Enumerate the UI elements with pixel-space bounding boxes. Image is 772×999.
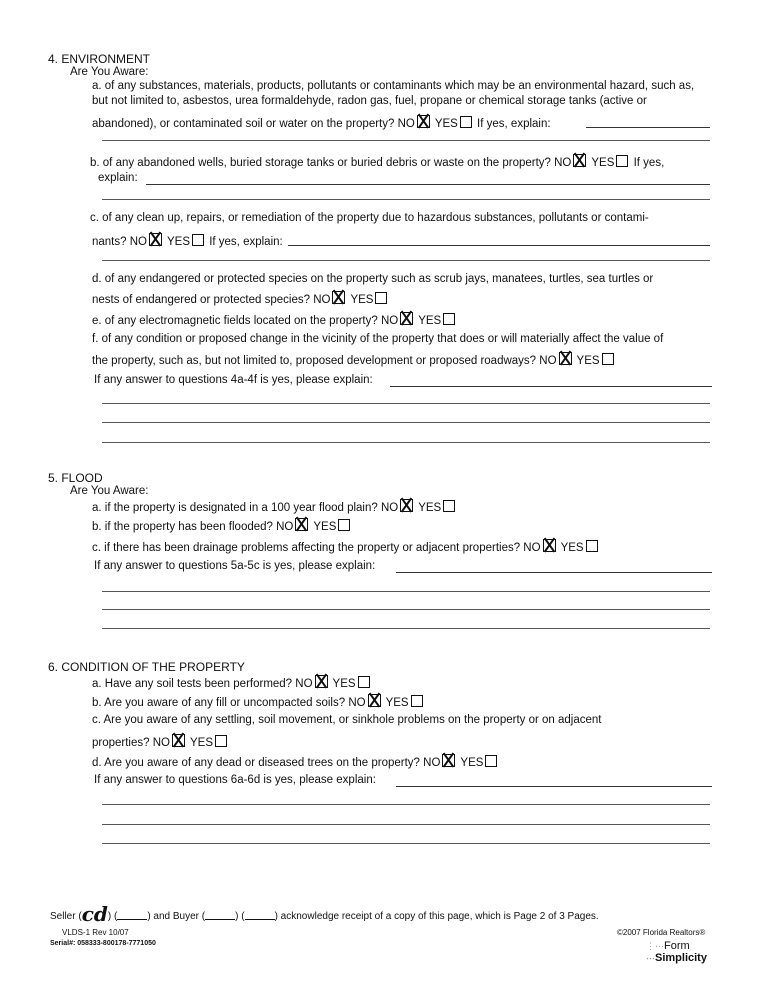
env-q-d-line1: d. of any endangered or protected species on the property such as scrub jays, manatees, turtles, sea turtles or <box>92 273 654 285</box>
cond-c-yes-checkbox[interactable] <box>215 735 227 747</box>
cond-b-yes-checkbox[interactable] <box>411 695 423 707</box>
env-explain-label: If any answer to questions 4a-4f is yes, please explain: <box>94 374 373 386</box>
flood-b-no-checkbox[interactable] <box>295 518 308 531</box>
flood-explain-line-2[interactable] <box>102 609 710 610</box>
flood-q-c: c. if there has been drainage problems affecting the property or adjacent properties? NO YES <box>92 539 600 554</box>
serial-number: Serial#: 058333-800178-7771050 <box>50 940 156 947</box>
logo-arrow-icon: ⋮⋯ <box>646 941 664 951</box>
env-q-b-line2: explain: <box>98 172 138 184</box>
seller-initials-field-2[interactable] <box>117 910 147 920</box>
cond-d-yes-checkbox[interactable] <box>485 755 497 767</box>
env-a-yes-checkbox[interactable] <box>460 116 472 128</box>
cond-explain-line-1[interactable] <box>102 804 710 805</box>
env-q-c-line1: c. of any clean up, repairs, or remediation of the property due to hazardous substances, pollutants or contami- <box>90 212 649 224</box>
buyer-initials-field-2[interactable] <box>245 910 275 920</box>
env-q-f-line2: the property, such as, but not limited to, proposed development or proposed roadways? NO YES <box>92 352 616 367</box>
env-b-yes-checkbox[interactable] <box>616 155 628 167</box>
env-c-explain-field[interactable] <box>288 245 710 246</box>
env-b-explain-line[interactable] <box>102 199 710 200</box>
flood-a-no-checkbox[interactable] <box>400 499 413 512</box>
flood-q-b: b. if the property has been flooded? NO YES <box>92 518 352 533</box>
flood-explain-line-3[interactable] <box>102 628 710 629</box>
flood-q-a: a. if the property is designated in a 100 year flood plain? NO YES <box>92 499 457 514</box>
env-are-you-aware: Are You Aware: <box>70 66 149 78</box>
copyright-notice: ©2007 Florida Realtors® <box>617 928 706 937</box>
cond-explain-label: If any answer to questions 6a-6d is yes, please explain: <box>94 774 376 786</box>
section-flood-title: 5. FLOOD <box>48 471 103 485</box>
flood-c-yes-checkbox[interactable] <box>586 540 598 552</box>
acknowledgement-line: Seller (cd) ( ) and Buyer ( ) ( ) acknowledge receipt of a copy of this page, which is Page 2 of 3 Pages. <box>50 902 599 926</box>
env-b-no-checkbox[interactable] <box>573 154 586 167</box>
cond-q-c-line2: properties? NO YES <box>92 734 229 749</box>
env-q-a-line1: a. of any substances, materials, products, pollutants or contaminants which may be an environmental hazard, such as, <box>92 80 695 92</box>
env-b-explain-field[interactable] <box>146 184 710 185</box>
cond-explain-line-3[interactable] <box>102 843 710 844</box>
env-q-d-line2: nests of endangered or protected species? NO YES <box>92 291 389 306</box>
cond-q-b: b. Are you aware of any fill or uncompacted soils? NO YES <box>92 694 425 709</box>
env-explain-field[interactable] <box>390 386 712 387</box>
cond-explain-line-2[interactable] <box>102 824 710 825</box>
cond-explain-field[interactable] <box>396 786 712 787</box>
cond-c-no-checkbox[interactable] <box>172 734 185 747</box>
section-condition-title: 6. CONDITION OF THE PROPERTY <box>48 660 245 674</box>
logo-dash-icon: ⋯ <box>646 953 655 963</box>
flood-explain-label: If any answer to questions 5a-5c is yes, please explain: <box>94 560 376 572</box>
env-e-yes-checkbox[interactable] <box>443 313 455 325</box>
env-explain-line-3[interactable] <box>102 442 710 443</box>
cond-a-yes-checkbox[interactable] <box>358 676 370 688</box>
env-a-explain-line[interactable] <box>102 140 710 141</box>
cond-q-a: a. Have any soil tests been performed? NO YES <box>92 675 372 690</box>
form-simplicity-logo: ⋮⋯Form <box>646 940 690 952</box>
env-explain-line-2[interactable] <box>102 422 710 423</box>
env-q-b-line1: b. of any abandoned wells, buried storage tanks or buried debris or waste on the property? NO YES If yes, <box>90 154 664 169</box>
cond-b-no-checkbox[interactable] <box>368 694 381 707</box>
section-environment-title: 4. ENVIRONMENT <box>48 52 151 66</box>
env-q-a-line2: but not limited to, asbestos, urea formaldehyde, radon gas, fuel, propane or chemical storage tanks (active or <box>92 95 647 107</box>
seller-initials-signature[interactable]: cd <box>81 902 108 926</box>
cond-q-c-line1: c. Are you aware of any settling, soil movement, or sinkhole problems on the property or on adjacent <box>92 714 602 726</box>
form-id: VLDS-1 Rev 10/07 <box>62 928 129 937</box>
flood-explain-line-1[interactable] <box>102 591 710 592</box>
cond-a-no-checkbox[interactable] <box>315 675 328 688</box>
env-c-no-checkbox[interactable] <box>149 233 162 246</box>
env-explain-line-1[interactable] <box>102 403 710 404</box>
env-c-explain-line[interactable] <box>102 260 710 261</box>
env-d-yes-checkbox[interactable] <box>375 292 387 304</box>
env-q-a-line3: abandoned), or contaminated soil or water on the property? NO YES If yes, explain: <box>92 115 551 130</box>
form-simplicity-logo-text: ⋯Simplicity <box>646 952 707 964</box>
cond-q-d: d. Are you aware of any dead or diseased trees on the property? NO YES <box>92 754 499 769</box>
flood-a-yes-checkbox[interactable] <box>443 500 455 512</box>
cond-d-no-checkbox[interactable] <box>442 754 455 767</box>
env-q-f-line1: f. of any condition or proposed change in the vicinity of the property that does or will materially affect the value of <box>92 333 664 345</box>
env-f-no-checkbox[interactable] <box>559 352 572 365</box>
flood-c-no-checkbox[interactable] <box>543 539 556 552</box>
env-e-no-checkbox[interactable] <box>400 312 413 325</box>
env-a-no-checkbox[interactable] <box>417 115 430 128</box>
flood-explain-field[interactable] <box>396 572 712 573</box>
env-f-yes-checkbox[interactable] <box>602 353 614 365</box>
env-a-explain-field[interactable] <box>586 127 710 128</box>
flood-b-yes-checkbox[interactable] <box>338 519 350 531</box>
buyer-initials-field-1[interactable] <box>205 910 235 920</box>
env-d-no-checkbox[interactable] <box>332 291 345 304</box>
env-c-yes-checkbox[interactable] <box>192 234 204 246</box>
env-q-e: e. of any electromagnetic fields located on the property? NO YES <box>92 312 457 327</box>
flood-are-you-aware: Are You Aware: <box>70 485 149 497</box>
env-q-c-line2: nants? NO YES If yes, explain: <box>92 233 283 248</box>
